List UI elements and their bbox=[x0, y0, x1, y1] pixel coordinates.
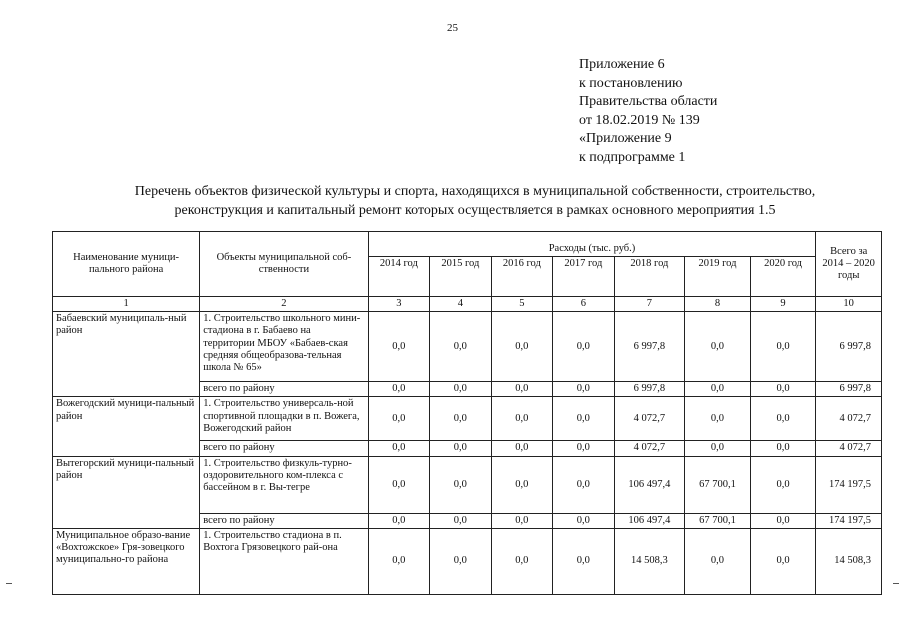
value-cell: 0,0 bbox=[685, 528, 751, 594]
header-year: 2017 год bbox=[553, 257, 615, 297]
appendix-line: Приложение 6 bbox=[579, 57, 665, 72]
value-cell: 4 072,7 bbox=[614, 397, 685, 441]
column-number: 2 bbox=[200, 297, 368, 312]
value-cell: 6 997,8 bbox=[614, 382, 685, 397]
value-cell: 0,0 bbox=[491, 312, 553, 382]
value-cell: 0,0 bbox=[430, 312, 492, 382]
value-cell: 0,0 bbox=[491, 382, 553, 397]
value-cell: 0,0 bbox=[491, 397, 553, 441]
subtotal-label: всего по району bbox=[200, 513, 368, 528]
value-cell: 4 072,7 bbox=[614, 441, 685, 456]
value-cell: 0,0 bbox=[430, 456, 492, 513]
appendix-line: Правительства области bbox=[579, 94, 718, 109]
total-cell: 174 197,5 bbox=[816, 513, 882, 528]
appendix-line: к постановлению bbox=[579, 75, 683, 91]
scan-edge-mark bbox=[6, 583, 12, 584]
appendix-line: «Приложение 9 bbox=[579, 131, 672, 146]
value-cell: 0,0 bbox=[553, 441, 615, 456]
value-cell: 14 508,3 bbox=[614, 528, 685, 594]
value-cell: 0,0 bbox=[553, 513, 615, 528]
value-cell: 0,0 bbox=[750, 456, 816, 513]
table-row bbox=[53, 397, 882, 441]
value-cell: 0,0 bbox=[491, 513, 553, 528]
district-cell: Муниципальное образо-вание «Вохтожское» Гря-зовецкого муниципально-го района bbox=[53, 528, 200, 594]
title-line: Перечень объектов физической культуры и спорта, находящихся в муниципальной собственности, строительство, bbox=[134, 184, 816, 199]
value-cell: 0,0 bbox=[368, 312, 430, 382]
page-number: 25 bbox=[447, 22, 458, 34]
district-cell: Бабаевский муниципаль-ный район bbox=[53, 312, 200, 397]
header-objects: Объекты муниципальной соб-ственности bbox=[200, 232, 368, 297]
title-line: реконструкция и капитальный ремонт которых осуществляется в рамках основного мероприятия 1.5 bbox=[174, 203, 776, 218]
header-year: 2020 год bbox=[750, 257, 816, 297]
column-number: 8 bbox=[685, 297, 751, 312]
value-cell: 0,0 bbox=[430, 441, 492, 456]
header-year: 2015 год bbox=[430, 257, 492, 297]
column-number: 3 bbox=[368, 297, 430, 312]
column-number: 1 bbox=[53, 297, 200, 312]
table-row bbox=[53, 456, 882, 513]
header-expenses: Расходы (тыс. руб.) bbox=[368, 232, 816, 257]
value-cell: 0,0 bbox=[368, 513, 430, 528]
total-cell: 14 508,3 bbox=[816, 528, 882, 594]
total-cell: 174 197,5 bbox=[816, 456, 882, 513]
value-cell: 0,0 bbox=[553, 456, 615, 513]
value-cell: 0,0 bbox=[430, 513, 492, 528]
value-cell: 106 497,4 bbox=[614, 513, 685, 528]
value-cell: 0,0 bbox=[553, 382, 615, 397]
object-cell: 1. Строительство стадиона в п. Вохтога Грязовецкого рай-она bbox=[200, 528, 368, 594]
value-cell: 0,0 bbox=[368, 456, 430, 513]
value-cell: 0,0 bbox=[750, 397, 816, 441]
scan-edge-mark bbox=[893, 583, 899, 584]
value-cell: 0,0 bbox=[430, 397, 492, 441]
value-cell: 0,0 bbox=[368, 397, 430, 441]
value-cell: 0,0 bbox=[685, 441, 751, 456]
header-total: Всего за 2014 – 2020 годы bbox=[816, 232, 882, 297]
value-cell: 6 997,8 bbox=[614, 312, 685, 382]
total-cell: 6 997,8 bbox=[816, 312, 882, 382]
value-cell: 0,0 bbox=[685, 312, 751, 382]
column-number: 7 bbox=[614, 297, 685, 312]
header-year: 2019 год bbox=[685, 257, 751, 297]
appendix-line: от 18.02.2019 № 139 bbox=[579, 112, 700, 128]
table-row bbox=[53, 528, 882, 594]
header-year: 2014 год bbox=[368, 257, 430, 297]
header-municipality: Наименование муници-пального района bbox=[53, 232, 200, 297]
value-cell: 0,0 bbox=[430, 528, 492, 594]
value-cell: 0,0 bbox=[430, 382, 492, 397]
value-cell: 0,0 bbox=[750, 441, 816, 456]
value-cell: 0,0 bbox=[491, 528, 553, 594]
column-number: 10 bbox=[816, 297, 882, 312]
objects-table bbox=[52, 231, 882, 595]
column-number: 6 bbox=[553, 297, 615, 312]
object-cell: 1. Строительство физкуль-турно-оздоровительного ком-плекса с бассейном в г. Вы-тегре bbox=[200, 456, 368, 513]
value-cell: 0,0 bbox=[750, 382, 816, 397]
object-cell: 1. Строительство универсаль-ной спортивной площадки в п. Вожега, Вожегодский район bbox=[200, 397, 368, 441]
document-title bbox=[40, 182, 905, 220]
value-cell: 0,0 bbox=[368, 382, 430, 397]
value-cell: 67 700,1 bbox=[685, 513, 751, 528]
value-cell: 0,0 bbox=[750, 312, 816, 382]
value-cell: 106 497,4 bbox=[614, 456, 685, 513]
column-number: 4 bbox=[430, 297, 492, 312]
value-cell: 0,0 bbox=[553, 397, 615, 441]
value-cell: 0,0 bbox=[368, 441, 430, 456]
value-cell: 0,0 bbox=[553, 528, 615, 594]
object-cell: 1. Строительство школьного мини-стадиона в г. Бабаево на территории МБОУ «Бабаев-ская средняя общеобразова-тельная школа № 65» bbox=[200, 312, 368, 382]
header-year: 2016 год bbox=[491, 257, 553, 297]
value-cell: 0,0 bbox=[368, 528, 430, 594]
district-cell: Вытегорский муници-пальный район bbox=[53, 456, 200, 528]
header-year: 2018 год bbox=[614, 257, 685, 297]
value-cell: 0,0 bbox=[750, 528, 816, 594]
value-cell: 67 700,1 bbox=[685, 456, 751, 513]
column-number: 5 bbox=[491, 297, 553, 312]
total-cell: 4 072,7 bbox=[816, 441, 882, 456]
appendix-line: к подпрограмме 1 bbox=[579, 149, 686, 165]
value-cell: 0,0 bbox=[685, 397, 751, 441]
value-cell: 0,0 bbox=[491, 456, 553, 513]
appendix-block bbox=[579, 56, 717, 167]
subtotal-label: всего по району bbox=[200, 382, 368, 397]
subtotal-label: всего по району bbox=[200, 441, 368, 456]
value-cell: 0,0 bbox=[491, 441, 553, 456]
total-cell: 4 072,7 bbox=[816, 397, 882, 441]
value-cell: 0,0 bbox=[553, 312, 615, 382]
district-cell: Вожегодский муници-пальный район bbox=[53, 397, 200, 456]
total-cell: 6 997,8 bbox=[816, 382, 882, 397]
value-cell: 0,0 bbox=[750, 513, 816, 528]
value-cell: 0,0 bbox=[685, 382, 751, 397]
column-number: 9 bbox=[750, 297, 816, 312]
table-row bbox=[53, 312, 882, 382]
